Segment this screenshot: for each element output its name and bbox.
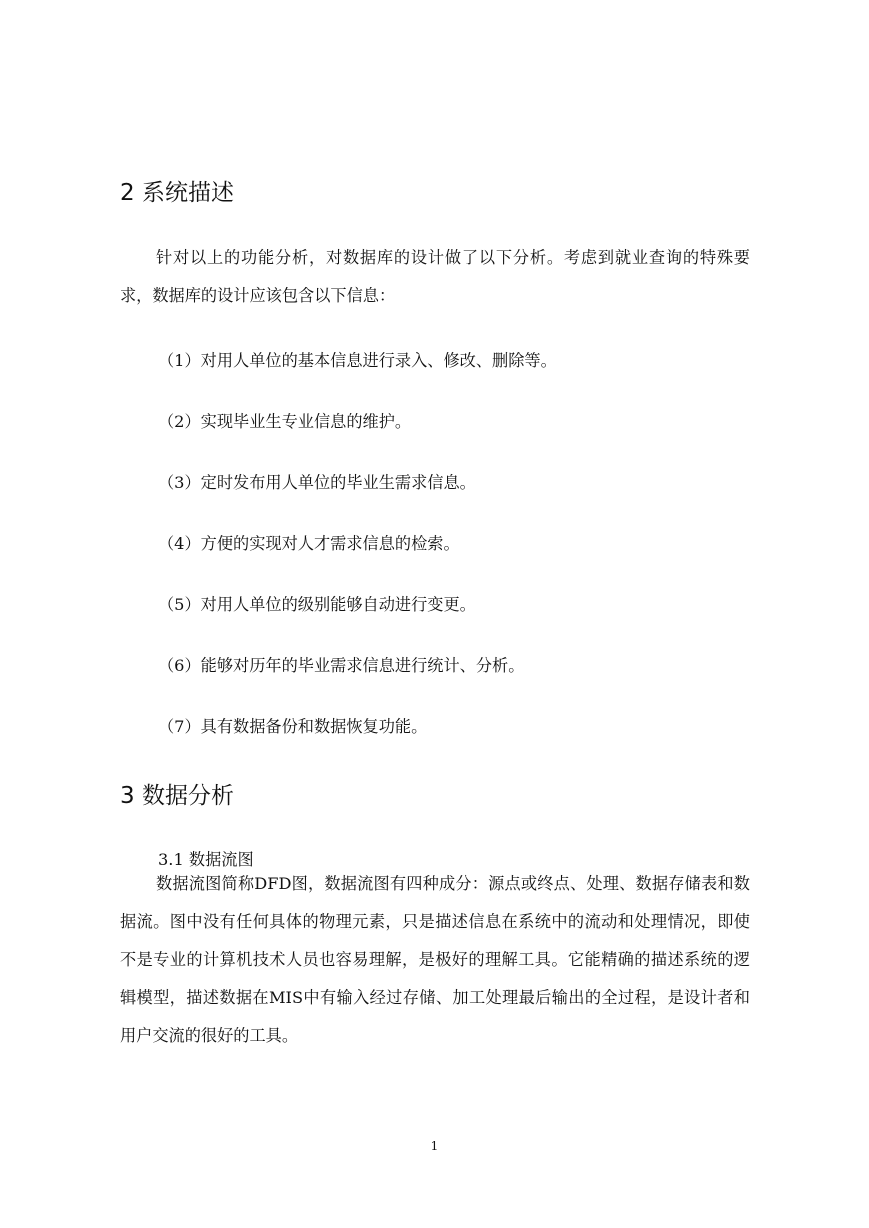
list-item: （3）定时发布用人单位的毕业生需求信息。: [158, 473, 476, 492]
section-3-body: 数据流图简称DFD图，数据流图有四种成分：源点或终点、处理、数据存储表和数据流。图中没有任何具体的物理元素，只是描述信息在系统中的流动和处理情况，即使不是专业的计算机技术人员也容易理解，是极好的理解工具。它能精确的描述系统的逻辑模型，描述数据在MIS中有输入经过存储、加工处理最后输出的全过程，是设计者和用户交流的很好的工具。: [120, 874, 750, 1045]
list-item: （4）方便的实现对人才需求信息的检索。: [158, 534, 460, 553]
list-item: （2）实现毕业生专业信息的维护。: [158, 412, 412, 431]
list-item: （6）能够对历年的毕业需求信息进行统计、分析。: [158, 656, 525, 675]
page-number: 1: [430, 1139, 439, 1153]
section-2-title: 2 系统描述: [120, 180, 234, 206]
list-item: （1）对用人单位的基本信息进行录入、修改、删除等。: [158, 351, 557, 370]
section-2-intro: 针对以上的功能分析，对数据库的设计做了以下分析。考虑到就业查询的特殊要求，数据库的设计应该包含以下信息：: [120, 248, 750, 305]
list-item: （5）对用人单位的级别能够自动进行变更。: [158, 595, 476, 614]
list-item: （7）具有数据备份和数据恢复功能。: [158, 717, 428, 736]
section-3-title: 3 数据分析: [120, 783, 234, 809]
subsection-3-1-title: 3.1 数据流图: [158, 850, 254, 869]
